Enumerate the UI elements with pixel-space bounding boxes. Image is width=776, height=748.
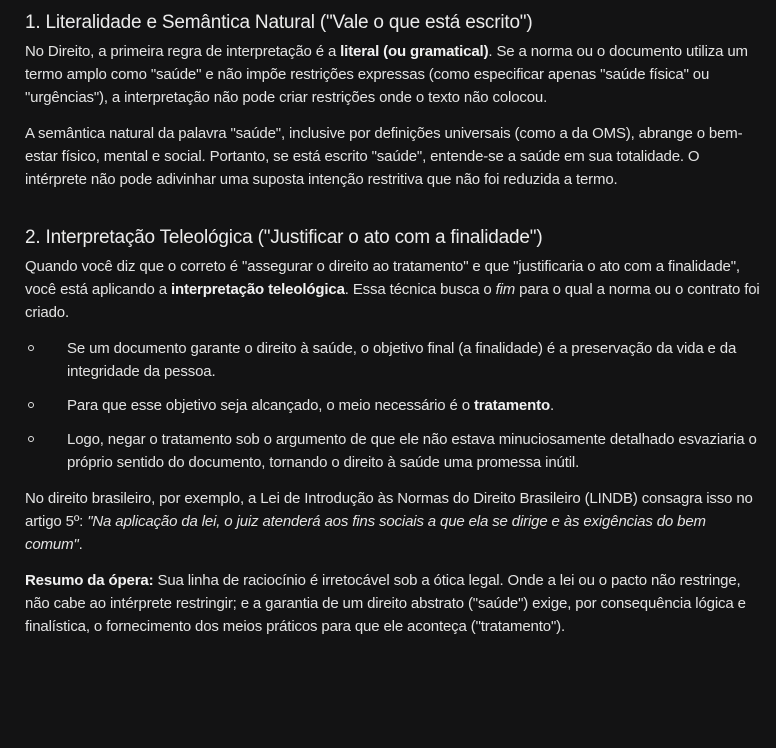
section-2-paragraph-1 [25,255,762,324]
list-item [25,337,762,383]
summary-label: Resumo da ópera: [25,572,154,589]
italic-span: fim [495,281,516,298]
hollow-circle-bullet-icon [28,402,34,408]
text-span: Para que esse objetivo seja alcançado, o meio necessário é o [67,397,474,414]
text-span: No Direito, a primeira regra de interpretação é a [25,43,341,60]
text-span: para o qual a norma ou o contrato foi criado. [25,281,760,321]
text-span: . Se a norma ou o documento utiliza um termo amplo como "saúde" e não impõe restrições expressas (como especificar apenas "saúde física" ou "urgências"), a interpretação não pode criar restrições onde o texto não colocou. [25,43,748,106]
bold-span: tratamento [473,397,550,414]
section-1-heading: 1. Literalidade e Semântica Natural ("Vale o que está escrito") [25,12,533,33]
section-1-paragraph-1 [25,40,762,109]
section-2-heading: 2. Interpretação Teleológica ("Justificar o ato com a finalidade") [25,227,543,248]
text-span: Quando você diz que o correto é "assegurar o direito ao tratamento" e que "justificaria o ato com a finalidade", você está aplicando a [25,258,740,298]
italic-quote: "Na aplicação da lei, o juiz atenderá aos fins sociais a que ela se dirige e às exigências do bem comum" [25,513,706,553]
list-item-text: Logo, negar o tratamento sob o argumento de que ele não estava minuciosamente detalhado esvaziaria o próprio sentido do documento, tornando o direito à saúde uma promessa inútil. [67,431,757,471]
text-span: No direito brasileiro, por exemplo, a Lei de Introdução às Normas do Direito Brasileiro (LINDB) consagra isso no artigo 5º: [25,490,753,530]
text-span: . [78,536,83,553]
section-1-paragraph-2: A semântica natural da palavra "saúde", inclusive por definições universais (como a da OMS), abrange o bem-estar físico, mental e social. Portanto, se está escrito "saúde", entende-se a saúde em sua totalidade. O intérprete não pode adivinhar uma suposta intenção restritiva que não foi reduzida a termo. [25,125,743,188]
summary-text: Sua linha de raciocínio é irretocável sob a ótica legal. Onde a lei ou o pacto não restringe, não cabe ao intérprete restringir; e a garantia de um direito abstrato ("saúde") exige, por consequência lógica e finalística, o fornecimento dos meios práticos para que ele aconteça ("tratamento"). [25,572,746,635]
bold-span: literal (ou gramatical) [340,43,489,60]
bullet-list [25,337,762,474]
hollow-circle-bullet-icon [28,436,34,442]
list-item [25,394,762,417]
text-span: . [549,397,554,414]
section-2-paragraph-2 [25,487,762,556]
hollow-circle-bullet-icon [28,345,34,351]
text-span: . Essa técnica busca o [344,281,496,298]
summary-paragraph [25,569,762,638]
bold-span: interpretação teleológica [170,281,345,298]
list-item-text: Se um documento garante o direito à saúde, o objetivo final (a finalidade) é a preservação da vida e da integridade da pessoa. [67,340,737,380]
list-item [25,428,762,474]
